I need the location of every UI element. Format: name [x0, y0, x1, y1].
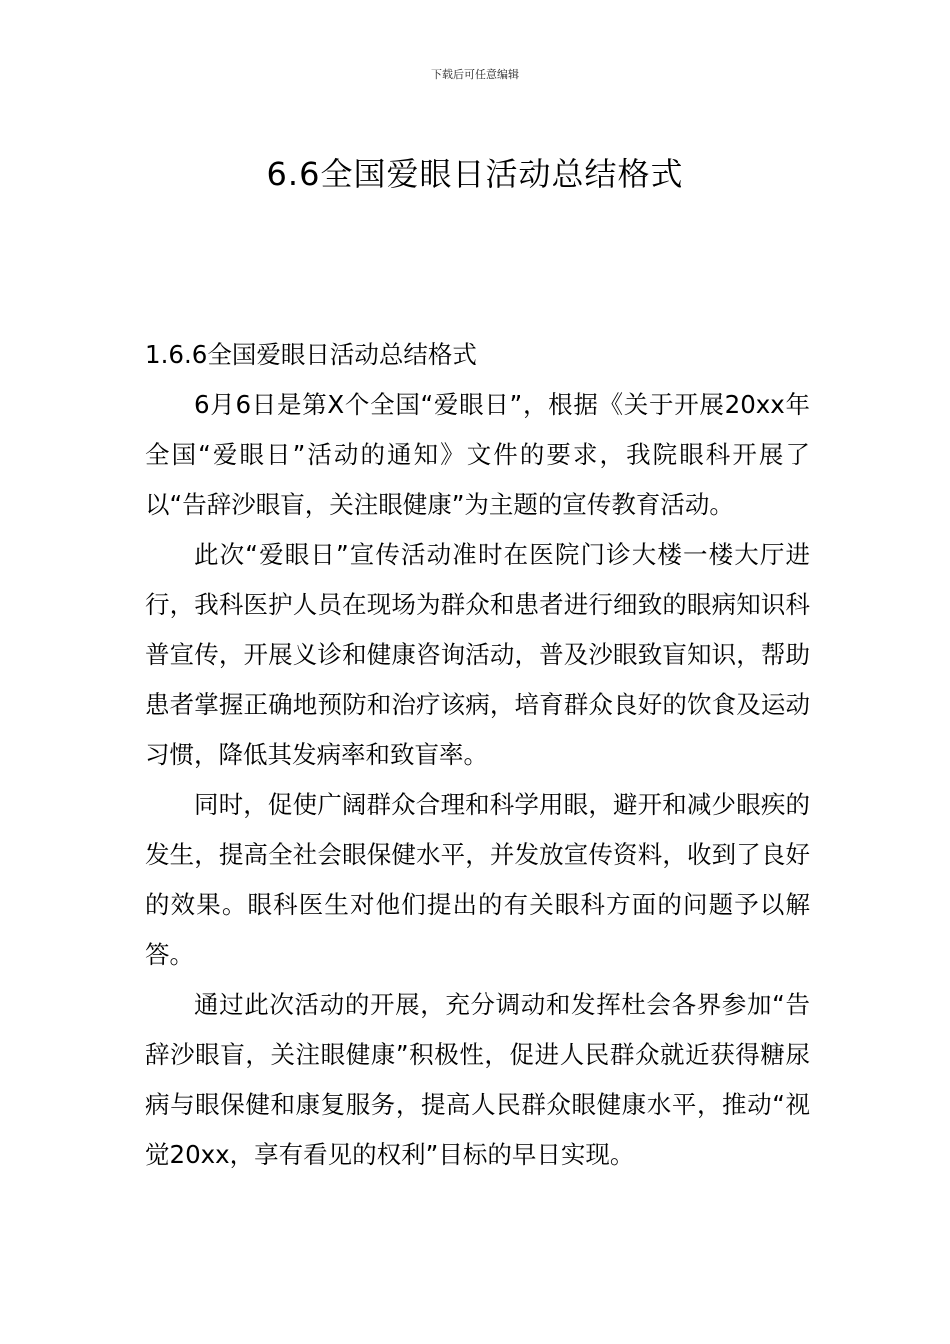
- section-heading: 1.6.6全国爱眼日活动总结格式: [145, 340, 477, 369]
- header-note: 下载后可任意编辑: [431, 68, 519, 81]
- paragraph-1: 6月6日是第X个全国“爱眼日”，根据《关于开展20xx年全国“爱眼日”活动的通知》文件的要求，我院眼科开展了以“告辞沙眼盲，关注眼健康”为主题的宣传教育活动。: [145, 390, 810, 519]
- paragraph-3: 同时，促使广阔群众合理和科学用眼，避开和减少眼疾的发生，提高全社会眼保健水平，并发放宣传资料，收到了良好的效果。眼科医生对他们提出的有关眼科方面的问题予以解答。: [145, 790, 810, 969]
- paragraph-2: 此次“爱眼日”宣传活动准时在医院门诊大楼一楼大厅进行，我科医护人员在现场为群众和患者进行细致的眼病知识科普宣传，开展义诊和健康咨询活动，普及沙眼致盲知识，帮助患者掌握正确地预防和治疗该病，培育群众良好的饮食及运动习惯，降低其发病率和致盲率。: [145, 540, 810, 769]
- document-title: 6.6全国爱眼日活动总结格式: [266, 155, 684, 194]
- paragraph-4: 通过此次活动的开展，充分调动和发挥杜会各界参加“告辞沙眼盲，关注眼健康”积极性，促进人民群众就近获得糖尿病与眼保健和康复服务，提高人民群众眼健康水平，推动“视觉20xx，享有看见的权利”目标的早日实现。: [145, 990, 810, 1169]
- document-body: [145, 330, 810, 1180]
